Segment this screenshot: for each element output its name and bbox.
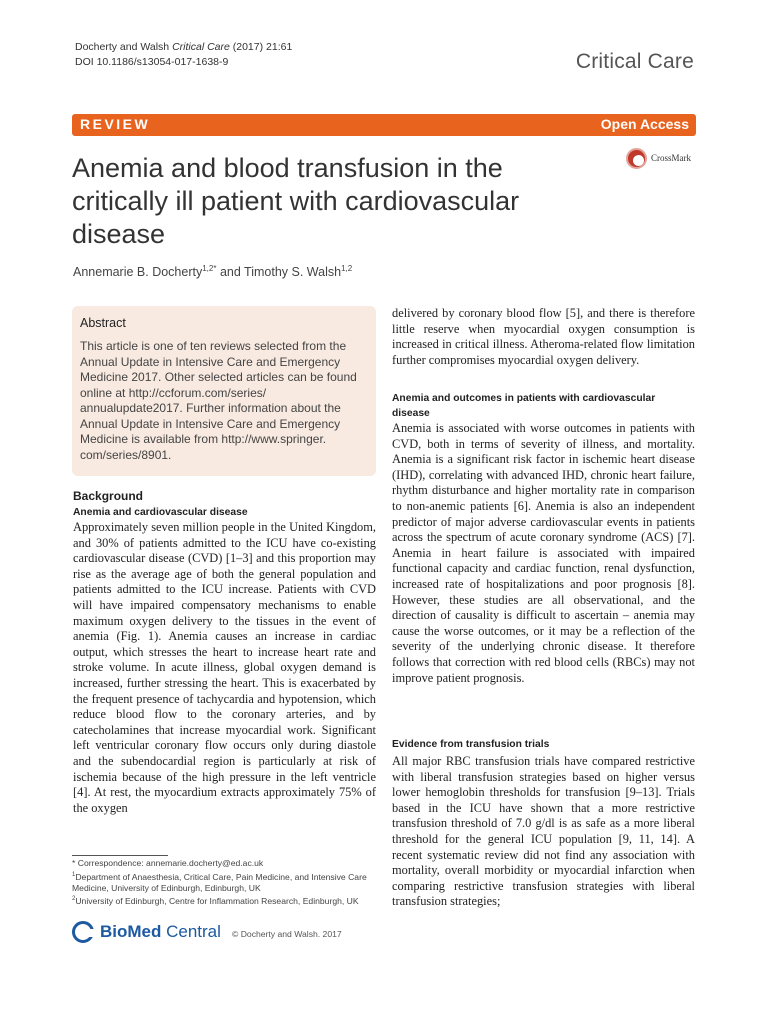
citation-line: [75, 40, 292, 55]
author-affiliation-marker: 1,2*: [202, 264, 217, 273]
copyright-notice: © Docherty and Walsh. 2017: [232, 929, 342, 939]
body-paragraph: Anemia is associated with worse outcomes in patients with CVD, both in terms of severity of illness, and mortality. Anemia is a significant risk factor in ischemic heart disease (IHD), correlating with advanced IHD, chronic heart failure, rhythm disturbance and higher mortality rate in comparison to non-anemic patients [6]. Anemia is also an independent predictor of major adverse cardiovascular events in patients across the spectrum of acute coronary syndrome (ACS) [7]. Anemia in heart failure is associated with impaired functional capacity and cardiac function, renal dysfunction, increased rate of hospitalizations and poor prognosis [8]. However, these studies are all observational, and the direction of causality is difficult to ascertain – anemia may cause the worse outcomes, or it may be a reflection of the severity of the underlying chronic disease. It therefore follows that correction with red blood cells (RBCs) may not improve patient prognosis.: [392, 421, 695, 685]
author-name[interactable]: Annemarie B. Docherty: [73, 265, 203, 280]
journal-name: Critical Care: [575, 50, 694, 73]
affiliation-note: [72, 894, 382, 907]
author-list: [73, 264, 352, 279]
crossmark-label: CrossMark: [651, 153, 691, 163]
citation-volume: (2017) 21:61: [229, 41, 293, 53]
section-heading-background: Background: [73, 489, 144, 503]
affiliation-marker: 2: [72, 896, 76, 903]
article-title: Anemia and blood transfusion in the critically ill patient with cardiovascular disease: [72, 153, 520, 249]
body-paragraph: All major RBC transfusion trials have compared restrictive with liberal transfusion strategies based on higher versus lower hemoglobin thresholds for transfusion [9–13]. Trials based in the ICU have shown that a more restrictive transfusion threshold of 7.0 g/dl is as safe as a more liberal threshold for the general ICU population [9, 11, 14]. A recent systematic review did not find any association with mortality, overall morbidity or myocardial infarction when comparing restrictive transfusion strategies with liberal transfusion strategies;: [392, 754, 695, 909]
crossmark-badge[interactable]: [626, 148, 696, 172]
body-paragraph: delivered by coronary blood flow [5], and there is therefore little reserve when myocardial oxygen consumption is increased in critical illness. Atheroma-related flow limitation further compromises myocardial oxygen delivery.: [392, 306, 695, 367]
article-type-banner: [72, 114, 696, 136]
affiliation-text: University of Edinburgh, Centre for Inflammation Research, Edinburgh, UK: [75, 896, 359, 907]
affiliation-text: Department of Anaesthesia, Critical Care, Pain Medicine, and Intensive Care Medicine, University of Edinburgh, Edinburgh, UK: [72, 871, 367, 893]
subsection-heading: Evidence from transfusion trials: [392, 739, 550, 750]
open-access-label: Open Access: [600, 116, 689, 132]
doi[interactable]: DOI 10.1186/s13054-017-1638-9: [75, 56, 229, 68]
author-affiliation-marker: 1,2: [341, 264, 353, 273]
citation-authors: Docherty and Walsh: [75, 41, 170, 53]
subsection-heading: Anemia and outcomes in patients with cardiovascular disease: [392, 393, 656, 419]
citation-block: [75, 40, 292, 70]
abstract-box: [72, 306, 376, 476]
article-type-label: REVIEW: [80, 116, 151, 132]
biomed-central-logo[interactable]: [72, 920, 222, 946]
abstract-body: This article is one of ten reviews selected from the Annual Update in Intensive Care and Emergency Medicine 2017. Other selected articles can be found online at http://ccforum.com/series/ annualupdate2017. Further information about the Annual Update in Intensive Care and Emergency Medicine is available from http://www.springer. com/series/8901.: [80, 339, 357, 462]
footnote-divider: [72, 855, 168, 856]
citation-journal: Critical Care: [172, 41, 230, 53]
biomed-central-icon: [72, 921, 94, 943]
affiliation-note: [72, 870, 382, 895]
affiliation-marker: 1: [72, 871, 76, 878]
body-paragraph: Approximately seven million people in the United Kingdom, and 30% of patients admitted to the ICU have co-existing cardiovascular disease (CVD) [1–3] and this proportion may rise as the average age of both the general population and patients admitted to the ICU increase. Patients with CVD will have impaired compensatory mechanisms to enable maximum oxygen delivery to the tissues in the event of anemia (Fig. 1). Anemia causes an increase in cardiac output, which stresses the heart to increase heart rate and stroke volume. In acute illness, global oxygen demand is increased, further stressing the heart. This is exacerbated by the frequent presence of tachycardia and hypotension, which reduce blood flow to the coronary arteries, and by catecholamines that increase myocardial work. Significant left ventricular coronary flow occurs only during diastole and the subendocardial region is particularly at risk of ischemia because of the high pressure in the left ventricle [4]. At rest, the myocardium extracts approximately 75% of the oxygen: [73, 520, 376, 815]
footnotes: [72, 858, 382, 908]
author-name[interactable]: and Timothy S. Walsh: [216, 265, 342, 280]
abstract-heading: Abstract: [80, 316, 126, 330]
subsection-heading: Anemia and cardiovascular disease: [73, 507, 248, 518]
crossmark-icon: [626, 148, 647, 169]
correspondence-note[interactable]: * Correspondence: annemarie.docherty@ed.ac.uk: [72, 858, 264, 868]
publisher-name: BioMed Central: [100, 922, 221, 941]
